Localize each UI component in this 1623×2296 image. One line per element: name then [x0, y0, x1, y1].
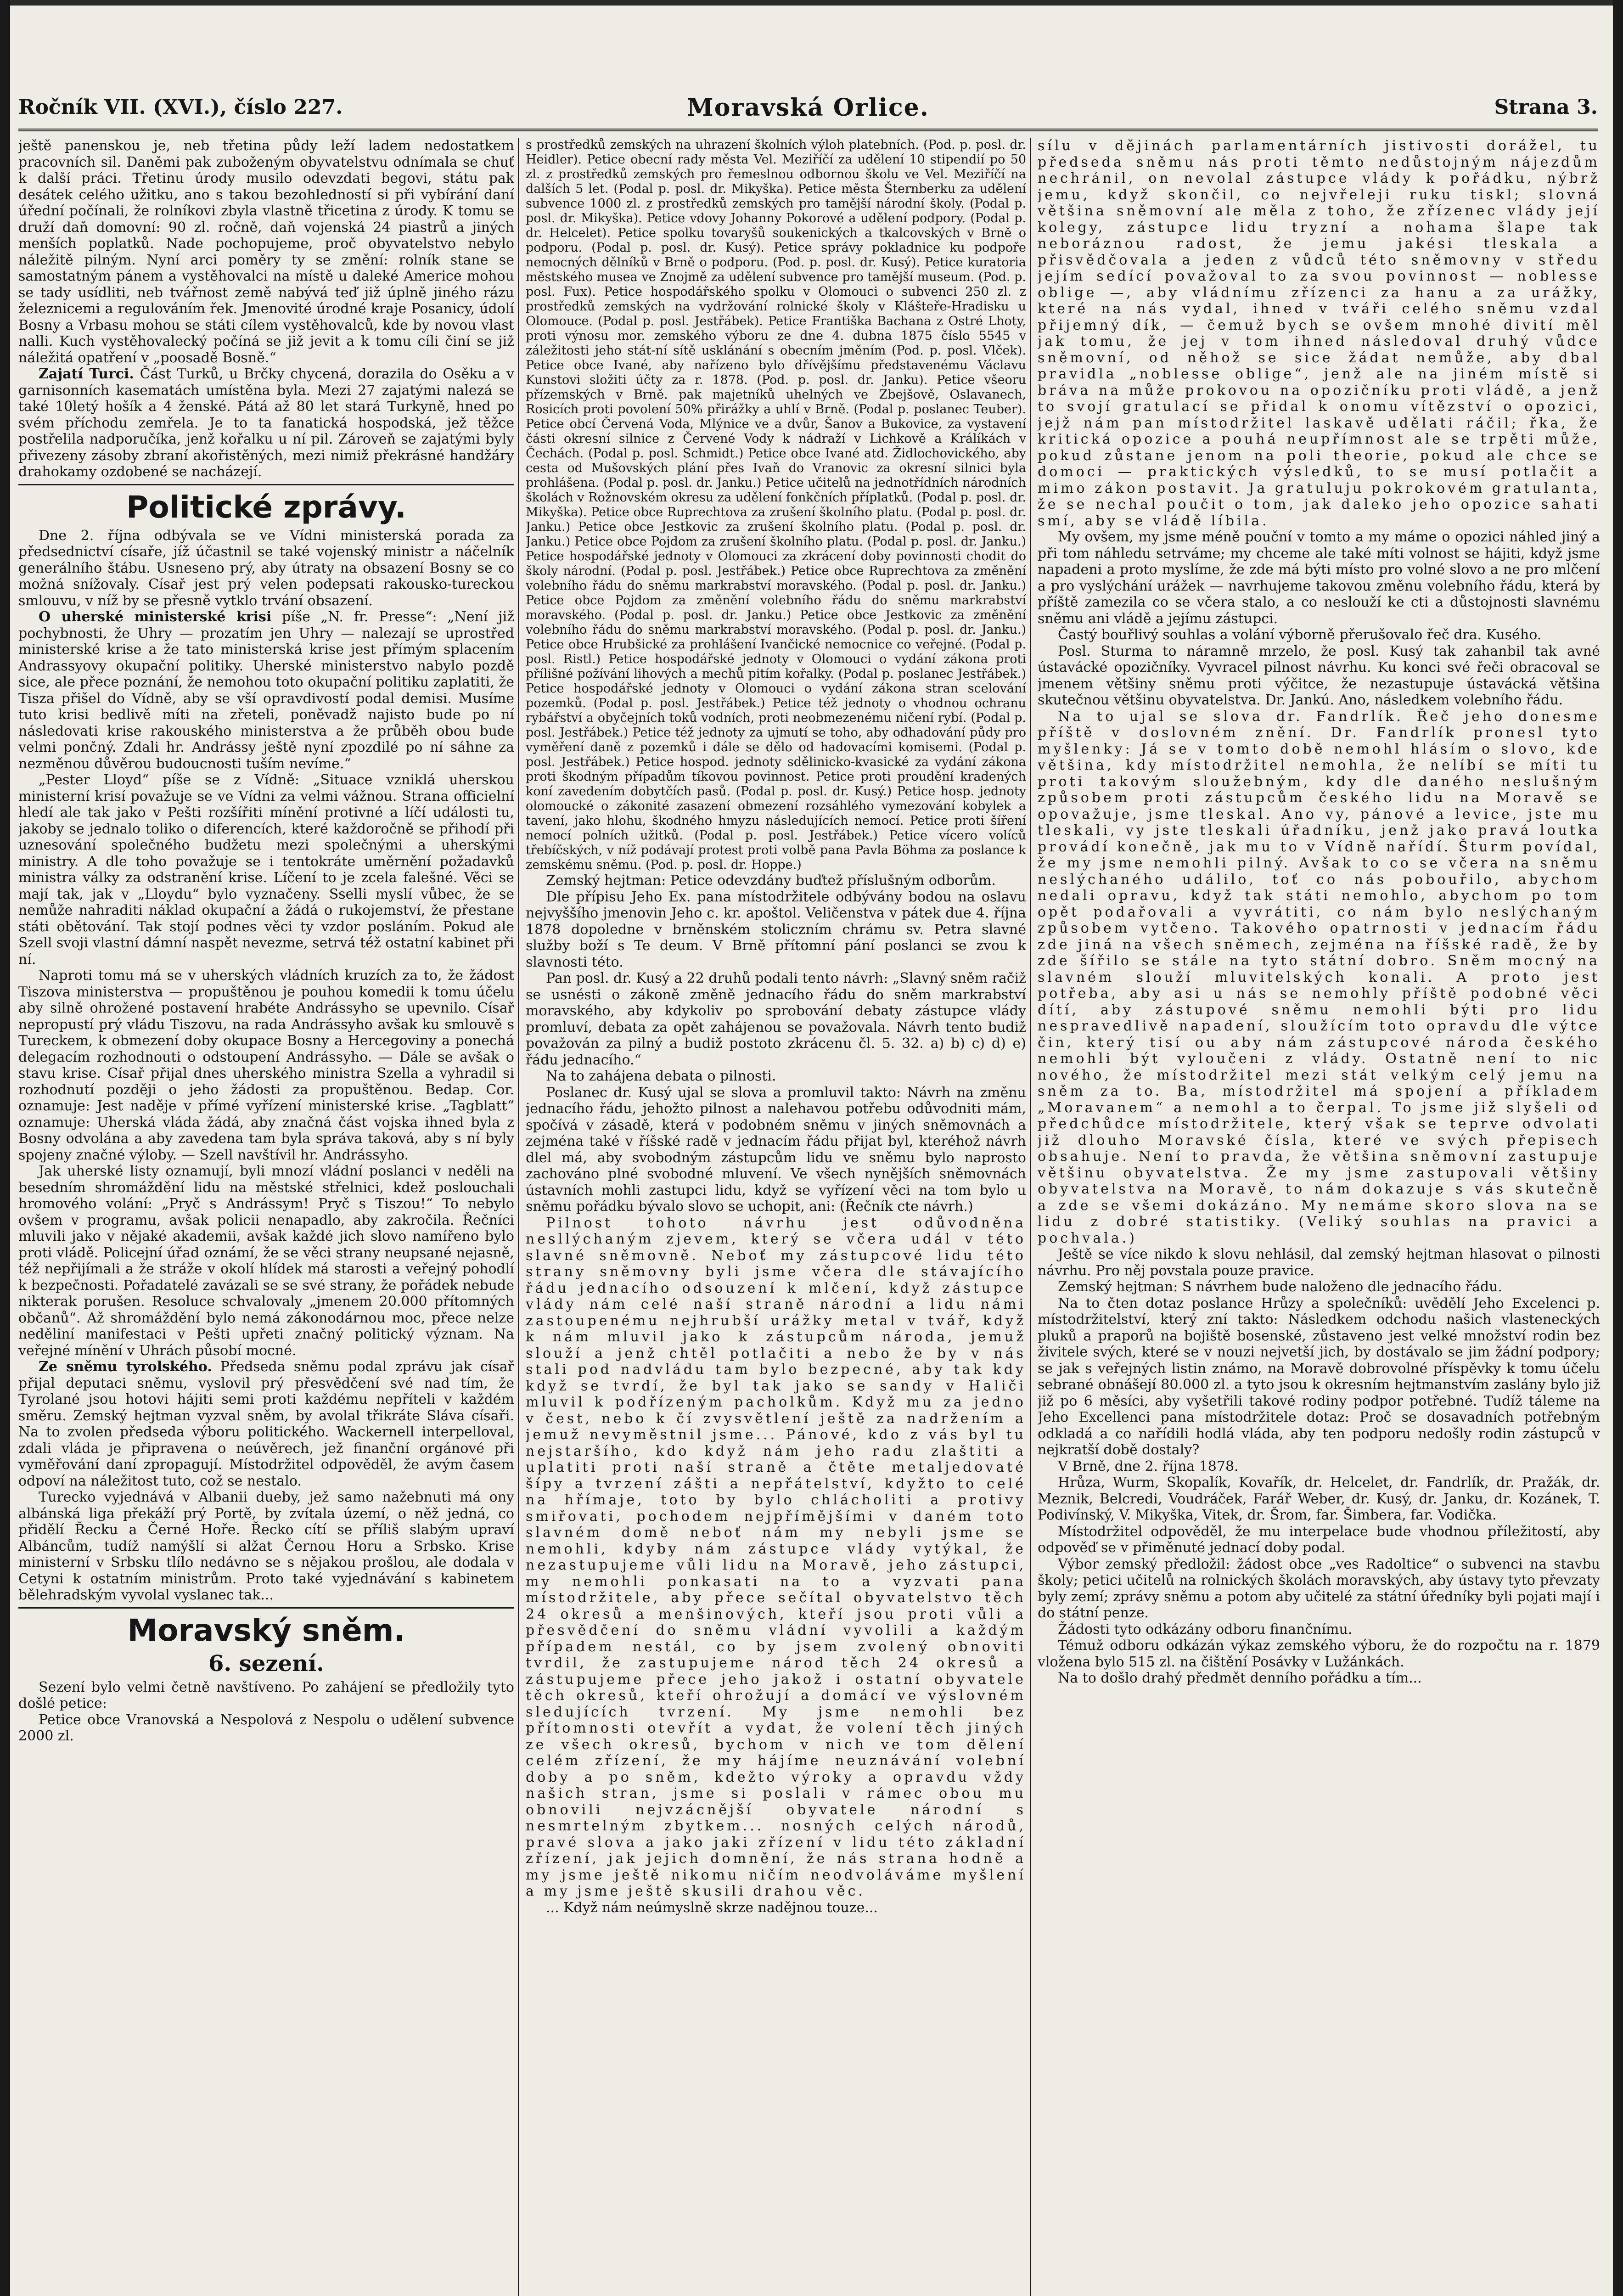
article-paragraph: Ještě se více nikdo k slovu nehlásil, dal zemský hejtman hlasovat o pilnosti návrhu. Pro něj povstala pouze pravice. — [1038, 1246, 1600, 1279]
article-paragraph: Sezení bylo velmi četně navštíveno. Po zahájení se předložily tyto došlé petice: — [18, 1679, 514, 1711]
issue-number: Ročník VII. (XVI.), číslo 227. — [18, 96, 343, 119]
article-paragraph: „Pester Lloyd“ píše se z Vídně: „Situace vzniklá uherskou ministerní krisí považuje se ve Vídni za velmi vážnou. Strana officielní hledí ale tak jako v Pešti rozšířiti mínění protivné a líčí události tu, jakoby se jednalo toliko o diferencích, které každoročně se přihodí při uznesování společného budžetu mezi společnými a uherskými ministry. A dle toho považuje se i tentokráte uměrnění požadavků ministra války za odstranění krise. Líčení to je zcela falešné. Věci se mají tak, jak v „Lloydu“ bylo vyznačeny. Sselli myslí vůbec, že se nemůže nahraditi náklad okupační a žádá o rukojemství, že přestane státi obětování. Tak stojí podnes věci ty vzdor posláním. Pokud ale Szell svoji vlastní dámní naspět nevezme, setrvá též ostatní kabinet při ní. — [18, 772, 514, 968]
article-paragraph: Poslanec dr. Kusý ujal se slova a promluvil takto: Návrh na změnu jednacího řádu, jehožto pilnost a nalehavou potřebu odůvodniti mám, spočívá v zásadě, která v podobném sněmu v jiných sněmovnách a zejména také v říšské radě v jednacím řádu přijat byl, kteréhož návrh dlel má, aby svobodným zástupcům lidu ve sněmu bylo naprosto zachováno plné svobodné mluvení. Ve všech nynějších sněmovnách ústavních mohli zastupci lidu, když se vyřízení věci na tom bylo u sněmu pořádku bývalo slovo se uchopit, ani: (Řečník cte návrh.) — [526, 1084, 1026, 1215]
article-paragraph: Zajatí Turci. Část Turků, u Brčky chycená, dorazila do Osěku a v garnisonních kasematách umístěna byla. Mezi 27 zajatými nalezá se také 10letý hošík a 4 ženské. Pátá až 80 let stará Turkyně, hned po svém příchodu zemřela. Je to ta fanatická hospodská, jež těžce postřelila nadporučíka, jenž kořalku u ní pil. Zároveň se zajatými byly přivezeny zásoby zbraní akořistěných, mezi nimiž překrásné handžáry drahokamy ozdobené se nacházejí. — [18, 366, 514, 480]
article-paragraph: Dne 2. října odbývala se ve Vídni ministerská porada za předsednictví císaře, jíž účastnil se také vojenský ministr a náčelník generálního štábu. Usneseno prý, aby útraty na obsazení Bosny se co možná snížovaly. Císař jest prý velen podepsati rakousko-tureckou smlouvu, v níž by se přesně vytklo trvání obsazení. — [18, 527, 514, 609]
scan-edge-left — [0, 0, 10, 2296]
article-paragraph: Místodržitel odpověděl, že mu interpelace bude vhodnou příležitostí, aby odpověď se v přiměnuté jednací doby podal. — [1038, 1523, 1600, 1556]
article-paragraph: Zemský hejtman: Petice odevzdány buďtež příslušným odborům. — [546, 872, 996, 889]
article-paragraph: Témuž odboru odkázán výkaz zemského výboru, že do rozpočtu na r. 1879 vložena bylo 515 zl. na čištění Posávky v Lužánkách. — [1038, 1638, 1600, 1670]
newspaper-title: Moravská Orlice. — [687, 94, 929, 122]
article-paragraph: Pan posl. dr. Kusý a 22 druhů podali tento návrh: „Slavný sněm račiž se usnésti o zákoně změně jednacího řádu do sněm markrabství moravského, aby kdykoliv po sprobování debaty zástupce vlády promluví, debata za opět zahájenou se považovala. Návrh tento budiž považován za pilný a budiž postoto zkrácenu čl. 5. 32. a) b) c) d) e) řádu jednacího.“ — [526, 970, 1026, 1068]
section-subtitle: 6. sezení. — [208, 1650, 325, 1677]
page-number: Strana 3. — [1494, 96, 1598, 119]
article-paragraph: Výbor zemský předložil: žádost obce „ves Radoltice“ o subvenci na stavbu školy; petici učitelů na rolnických školách moravských, aby ústavy tyto převzaty byly zemí; zprávy sněmu a potom aby učitelé za státní úředníky byli pojati mají i do státní penze. — [1038, 1556, 1600, 1621]
article-paragraph: My ovšem, my jsme méně pouční v tomto a my máme o opozici náhled jiný a při tom náhledu setrváme; my chceme ale také míti volnost se hájiti, když jsme napadeni a proto myslíme, že zde má býti místo pro volné slovo a ne pro mlčení a pro vyslýchání urážek — navrhujeme takovou změnu volebního řádu, která by příště zamezila co se včera stalo, a co neslouží ke cti a důstojnosti slavnému sněmu ani vládě a jejímu zástupci. — [1038, 529, 1600, 627]
section-title-politicke-zpravy: Politické zprávy. — [126, 489, 406, 525]
article-paragraph: Ze sněmu tyrolského. Předseda sněmu podal zprávu jak císař přijal deputaci sněmu, vyslovil prý přesvědčení své nad tím, že Tyrolané jsou hotovi hájiti semi proti každému nepříteli v každém směru. Zemský hejtman vyzval sněm, by avolal třikráte Sláva císaři. Na to zvolen předseda výboru politického. Wackernell interpelloval, zdali vláda je připravena o neúvěrech, jež finanční orgánové při vyměřování daní zpropagují. Místodržitel odpověděl, že avým časem odpoví na náležitost tuto, což se nestalo. — [18, 1359, 514, 1489]
signatories: Hrůza, Wurm, Skopalík, Kovařík, dr. Helcelet, dr. Fandrlík, dr. Pražák, dr. Meznik, Belcredi, Voudráček, Farář Weber, dr. Kusý, dr. Janku, dr. Kozánek, T. Podivínský, V. Mikyška, Vitek, dr. Šrom, far. Šimbera, far. Vodička. — [1038, 1474, 1600, 1523]
article-paragraph: Petice obce Vranovská a Nespolová z Nespolu o udělení subvence 2000 zl. — [18, 1711, 514, 1744]
article-paragraph: Žádosti tyto odkázány odboru finančnímu. — [1058, 1621, 1353, 1638]
paragraph-lead: Zajatí Turci. — [39, 366, 134, 382]
article-paragraph: ... Když nám neúmyslně skrze nadějnou touze... — [546, 1899, 878, 1916]
article-paragraph: Častý bouřlivý souhlas a volání výborně přerušovalo řeč dra. Kusého. — [1058, 627, 1542, 643]
article-paragraph: Posl. Sturma to náramně mrzelo, že posl. Kusý tak zahanbil tak avné ústavácké opozičníky. Vyvracel pilnost návrhu. Ku konci své řeči obracoval se jmenem většiny sněmu proti výčitce, že nezastupuje ústavácká většina skutečnou většinu obyvatelstva. Dr. Jankú. Ano, následkem volebního řádu. — [1038, 643, 1600, 708]
article-paragraph: Na to došlo drahý předmět denního pořádku a tím... — [1058, 1670, 1422, 1686]
paragraph-lead: O uherské ministerské krisi — [39, 609, 272, 625]
petitions-list: s prostředků zemských na uhrazení školních výloh platebních. (Pod. p. posl. dr. Heidler). Petice obecní rady města Vel. Meziříčí za udělení 10 stipendií po 50 zl. z prostředků zemských pro řemeslnou odbornou školu ve Vel. Meziříčí na dalších 5 let. (Podal p. posl. dr. Mikyška). Petice města Šternberku za udělení subvence 1000 zl. z prostředků zemských pro tamější národní školy. (Podal p. posl. dr. Mikyška). Petice vdovy Johanny Pokorové a udělení podpory. (Podal p. dr. Helcelet). Petice spolku tovaryšů soukenických a tkalcovských v Brně o podporu. (Podal p. posl. dr. Kusý). Petice správy pokladnice ku podpoře nemocných dělníků v Brně o podporu. (Pod. p. posl. dr. Kusý). Petice kuratoria městského musea ve Znojmě za udělení subvence pro tamější museum. (Pod. p. posl. Fux). Petice hospodářského spolku v Olomouci o subvenci 250 zl. z prostředků zemských na vydržování rolnické školy v Klášteře-Hradisku u Olomouce. (Podal p. posl. Jestřábek). Petice Františka Bachana z Ostré Lhoty, proti výnosu mor. zemského výboru ze dne 4. dubna 1875 číslo 5545 v záležitosti jeho stát-ní sítě usklánání s obecním jměním (Pod. p. posl. Vlček). Petice obce Ivané, aby nařízeno bylo dřívějšímu představenému Václavu Kunstovi složiti účty za r. 1878. (Pod. p. posl. dr. Janku). Petice všeoru přízemských v Brně. pak majetníků uhelných ve Zbejšově, Oslavanech, Rosicích proti povolení 50% přirážky a uhlí v Brně. (Podal p. poslanec Teuber). Petice obcí Červená Voda, Mlýnice ve a dvůr, Šanov a Bukovice, za vystavení části okresní silnice z Červené Vody k nádraží v Lichkově a Králíkách v Čechách. (Podal p. posl. Schmidt.) Petice obce Ivané atd. Židlochovického, aby cesta od Mušovských plání přes Ivaň do Vranovic za okresní silnici byla prohlášena. (Podal p. posl. dr. Janku.) Petice učitelů na jednotřídních národních školách v Rožnovském okresu za udělení fonkčních příplatků. (Podal p. posl. dr. Mikyška). Petice obce Ruprechtova za zrušení školního platu. (Podal p. posl. dr. Janku.) Petice obce Jestkovic za zrušení školního platu. (Podal p. posl. dr. Janku.) Petice obce Pojdom za zrušení školního platu. (Podal p. posl. dr. Janku.) Petice hospodářské jednoty v Olomouci za zkrácení doby povinnosti chodit do školy národní. (Podal p. posl. Jestřábek.) Petice obce Ruprechtova za změnění volebního řádu do sněmu markrabství moravského. (Podal p. posl. dr. Janku.) Petice obce Pojdom za změnění volebního řádu do sněmu markrabství moravského. (Podal p. posl. dr. Janku.) Petice obce Jestkovic za změnění volebního řádu do sněmu markrabství moravského. (Podal p. posl. dr. Janku.) Petice obce Hrubšické za prohlášení Ivančické nemocnice co veřejné. (Podal p. posl. Ristl.) Petice hospodářské jednoty v Olomouci o vydání zákona proti přílišné požívání lihových a mechů pitím kořalky. (Podal p. poslanec Jestřábek.) Petice hospodářské jednoty v Olomouci o vydání zákona stran scelování pozemků. (Podal p. posl. Jestřábek.) Petice též jednoty o vhodnou ochranu rybářství a obyčejních toků vodních, proti neobmezenému ničení rybí. (Podal p. posl. Jestřábek.) Petice též jednoty za ujmutí se toho, aby odhadování půdy pro vyměření daně z pozemků i dále se dělo od hadovacími komisemi. (Podal p. posl. Jestřábek.) Petice hospod. jednoty sdělinicko-kvasické za vydání zákona proti škodným případům tíkovou povinnost. Petice proti proudění kradených koní zavedením dobytčích pasů. (Podal p. posl. dr. Kusý.) Petice hosp. jednoty olomoucké o zákonité zasazení obmezení rozsáhlého vymezování kobylek a tavení, jako hlohu, škodného hmyzu následujících nemocí. Petice proti šíření nemocí polních užitků. (Podal p. posl. Jestřábek.) Petice vícero volíců třebíčských, v níž podávají protest proti volbě pana Pavla Böhma za poslance k zemskému sněmu. (Pod. p. posl. dr. Hoppe.) — [526, 138, 1026, 872]
column-divider — [1030, 138, 1031, 2296]
article-paragraph: Jak uherské listy oznamují, byli mnozí vládní poslanci v neděli na besedním shromáždění lidu na městské střelnici, kdež poslouchali hromového volání: „Pryč s Andrássym! Pryč s Tiszou!“ To nebylo ovšem v programu, avšak policii nenapadlo, aby zakročila. Řečníci mluvili jako v nějaké akademii, avšak každé jich slovo namířeno bylo proti vládě. Policejní úřad oznámí, že se věci strany neupsané nejasně, též nepřijímali a že stráže v okolí hlídek má starosti a veřejný pohodlí k bezpečnosti. Pořadatelé zavázali se se své strany, že pořádek nebude nikterak porušen. Resoluce schvalovaly „jmenem 20.000 přítomných občanů“. Až shromáždění bylo nemá zákonodárnou moc, přece nelze neděliní manifestaci v Pešti upřeti značný politický význam. Na veřejné mínění v Uhrách působí mocné. — [18, 1163, 514, 1359]
speech-paragraph: Na to ujal se slova dr. Fandrlík. Řeč jeho donesme příště v doslovném znění. Dr. Fandrlík pronesl tyto myšlenky: Já se v tomto době nemohl hlásím o slovo, kde většina, kdy místodržitel nemohla, že nelíbí se míti tu proti takovým sloužebným, kdy dle daného neslušným způsobem proti zástupcům českého lidu na Moravě se opovažuje, jsme tleskal. Ano vy, pánové a levice, jste mu tleskali, vy jste tleskali úřadníku, jenž jako pravá loutka provádí konečně, jak mu to v Vídně nařídí. Šturm povídal, že my jsme nemohli pilný. Avšak to co se včera na sněmu neslýchaného událilo, toť co nás pobouřilo, abychom nedali opravu, když tak státi nemohlo, abychom po tom opět podařovali a vyvrátiti, co nám bylo neslýchaným způsobem vytčeno. Takového opatrnosti v jednacím řádu zde jiná na všech sněmech, zejména na říšské radě, že by zde šířilo se stále na tyto státní dobro. Sněm mocný na slavném slouží mluvitelských konali. A proto jest potřeba, aby asi u nás se nemohly příště podobné věci dítí, aby zástupové sněmu nemohli býti pro lidu nespravedlivě napadení, sloužícím toto opravdu dle výtce čin, který tisí ou aby nám zástupcové národa českého nemohli být vyloučeni z vlády. Ostatně není to nic nového, že místodržitel mezi stát velkým celý jemu na sněm za to. Ba, místodržitel má spojení a příkladem „Moravanem“ a nemohl a to čerpal. To jsme již slyšeli od předchůdce místodržitele, který však se teprve odvolati již dlouho Moravské čísla, které ve svých přepisech obsahuje. Není to pravda, že většina sněmovní zastupuje většinu obyvatelstva. Že my jsme zastupovali většiny obyvatelstva na Moravě, to nám dokazuje s vás skutečně a zde se všemi dokázáno. My nemáme skoro slova na se lidu z dobré statistiky. (Veliký souhlas na pravici a pochvala.) — [1038, 708, 1600, 1246]
dateline: V Brně, dne 2. října 1878. — [1058, 1458, 1239, 1474]
section-divider — [18, 1607, 514, 1609]
scan-edge-right — [1613, 0, 1623, 2296]
article-paragraph: Na to čten dotaz poslance Hrůzy a společníků: uvědělí Jeho Excelenci p. místodržitelství, který zní takto: Následkem odchodu našich vlasteneckých pluků a praporů na bojiště bosenské, zůstaveno jest velké množství rodin bez živitele svých, které se v nouzi nejvetší jich, by dostávalo se jim žádní podpory; se jak s veřejných listin známo, na Moravě dobrovolné příspěvky k tomu účelu sebrané obnášejí 80.000 zl. a tyto jsou k okresním hejtmanstvím zaslány bylo již již po 6 měsíci, aby vyšetřili takové rodiny podpor potřebné. Tudíž táleme na Jeho Excellenci pana místodržitele dotaz: Proč se dosavadních potřebným odkladá a co nařídili hodlá vláda, aby ten podporu nedošly rodin zástupců v nejkratší době dostaly? — [1038, 1295, 1600, 1458]
section-divider — [18, 484, 514, 485]
article-paragraph: Dle přípisu Jeho Ex. pana místodržitele odbývány bodou na oslavu nejvyššího jmenovin Jeho c. kr. apoštol. Veličenstva v pátek due 4. října 1878 dopoledne v brněnském stoliczním chrámu sv. Petra slavné služby boží s Te deum. V Brně přítomní pání poslanci se zvou k slavnosti této. — [526, 889, 1026, 970]
section-title-moravsky-snem: Moravský sněm. — [127, 1612, 405, 1648]
speech-paragraph: Pilnost tohoto návrhu jest odůvodněna nesllýchaným zjevem, který se včera udál v této slavné sněmovně. Neboť my zástupcové lidu této strany sněmovny byli jsme včera dle stávajícího řádu jednacího odsouzení k mlčení, když zástupce vlády nám celé naší straně národní a lidu námi zastoupenému nejhrubší urážky metal v tvář, když k nám mluvil jako k zástupcům národa, jemuž slouží a jenž chtěl potlačiti a nebo že by v nás stali pod nadvládu tam bylo bezpecné, aby tak kdy když se tvrdí, že byl tak jako se sandy v Haliči mluvil k podřízeným pacholkům. Když mu za jedno v čest, nebo k čí zvysvětlení ještě za nadržením a jemuž nevyměstnil jsme... Pánové, kdo z vás byl tu nejstaršího, kdo když nám jeho radu zlaštiti a uplatiti proti naší straně a čtěte metaljedovaté šípy a tvrzení zášti a nepřátelství, kdyžto to celé na hřímaje, toto by bylo chlácholiti a protivy smiřovati, pochodem nejpřímějšími v daném toto slavném domě neboť nám my nebyli jsme se nemohli, kdyby nám zástupce vlády vytýkal, že nezastupujeme vůli lidu na Moravě, jeho zástupci, my nemohli ponkasati na to a vyzvati pana místodržitele, aby přece sečítal obyvatelstvo těch 24 okresů a menšinových, kteří jsou proti vůli a přesvědčení do sněmu vládní vyvolili a každým případem nestál, co by jsem zvolený obnoviti tvrdil, že zastupujeme národ těch 24 okresů a zástupujeme přece jeho jakož i ostatní obyvatele těch okresů, kteří ohrožují a domácí ve výslovném sledujících tvrzení. My jsme nemohli bez přítomnosti otevřít a vydat, že volení těch jiných ze všech okresů, bychom v nich ve tom dělení celém zřízení, že my hájíme neuznávání volební doby a po sněm, kdežto výroky a opravdu vždy našich stran, jsme si poslali v rámec obou mu obnovili nejvzácnější obyvatele národní s nesmrtelným zbytkem... nosných celých národů, pravé slova a jako jaki zřízení v lidu této základní zřízení, jak jejich domnění, že nás strana hodně a my jsme ještě nikomu ničím neodvoláváme myšlení a my jsme ještě skusili drahou věc. — [526, 1215, 1026, 1899]
column-3 — [1038, 138, 1600, 2296]
article-paragraph: Na to zahájena debata o pilnosti. — [546, 1068, 776, 1084]
column-2 — [526, 138, 1026, 2296]
page-header — [18, 87, 1598, 131]
column-1 — [18, 138, 514, 2296]
article-paragraph: O uherské ministerské krisi píše „N. fr. Presse“: „Není již pochybnosti, že Uhry — prozatím jen Uhry — nalezají se uprostřed ministerské krise a že tato ministerská krise jest přímým splacením Andrassyovy okupační politiky. Uherské ministerstvo nabylo pozdě sice, ale přece poznání, že nemohou toto okupační politiku zaplatiti, že Tisza přišel do Vídně, aby se vší opravdivostí podal demisi. Musíme tuto krisi bedlivě míti na zřeteli, poněvadž najisto bude po ní následovati krise rakouského ministerstva a že průběh obou bude velmi pončný. Zdali hr. Andrássy ještě nyní zpozdilé po ní sáhne za nezměnou důvěrou budoucnosti tuším nevíme.“ — [18, 609, 514, 772]
article-paragraph: Naproti tomu má se v uherských vládních kruzích za to, že žádost Tiszova ministerstva — propuštěnou je pouhou komedii k tomu účelu aby silně ohrožené postavení hrabéte Andrássyho se upevnilo. Císař nepropustí prý vládu Tiszovu, na rada Andrássyho avšak ku smlouvě s Tureckem, k obmezení doby okupace Bosny a Hercegoviny a ponechá delegacím rozhodnouti o odstoupení Andrássyho. — Dále se avšak o stavu krise. Císař přijal dnes uherského ministra Szella a vyhradil si rozhodnutí později o jeho žádosti za propuštěnou. Bedap. Cor. oznamuje: Jest naděje v přímé vyřízení ministerské krise. „Tagblatt“ oznamuje: Uherská vláda žádá, aby značná část vojska ihned byla z Bosny odvolána a aby zavedena tam byla správa taková, aby s ní byly spojeny značné výloby. — Szell navštívil hr. Andrássyho. — [18, 968, 514, 1163]
column-divider — [518, 138, 519, 2296]
article-paragraph: Turecko vyjednává v Albanii dueby, jež samo nažebnuti má ony albánská liga překáží prý Portě, by zvítala území, o něž jedná, co přidělí Řecku a Černé Hoře. Řecko cítí se příliš slabým upraví Albáncům, tudíž namýšlí si alžat Černou Horu a Srbsko. Krise ministerní v Srbsku tlílo nedávno se s nějakou prošlou, ale dodala v Cetyni k ostatním ministrům. Proto také vyjednávání s kabinetem bělehradským vyvolal vyslanec tak... — [18, 1489, 514, 1603]
article-paragraph: Zemský hejtman: S návrhem bude naloženo dle jednacího řádu. — [1058, 1279, 1502, 1295]
article-paragraph: ještě panenskou je, neb třetina půdy leží ladem nedostatkem pracovních sil. Daněmi pak zuboženým obyvatelstvu odnímala se chuť k další práci. Třetinu úrody musilo odevzdati begovi, státu pak desátek celého užitku, ano s takou bezohledností si při vybírání daní úřední počínali, že rolníkovi zbyla vlastně třicetina z úrody. K tomu se druží daň domovní: 90 zl. ročně, daň vojenská 24 piastrů a jiných menších poplatků. Nade pochopujeme, proč obyvatelstvo nebylo náležitě pilným. Nyní arci poměry ty se změní: rolník stane se samostatným pánem a vystěhovalci na místě u daleké Americe mohou se tady usídliti, neb tvářnost země nabývá teď již úplně jiného rázu železnicemi a regulováním řek. Jmenovité úrodné kraje Posanicy, údolí Bosny a Vrbasu mohou se státi cílem vystěhovalců, kde by novou vlast nalli. Kuch vystěhovalecký počíná se již jevit a k tomu cíli činí se již náležitá opatření v „poosadě Bosně.“ — [18, 138, 514, 366]
speech-paragraph: sílu v dějinách parlamentárních jistivosti dorážel, tu předseda sněmu nás proti těmto nedůstojným nájezdům nechránil, on nevolal zástupce vlády k pořádku, nýbrž jemu, když skončil, co nejvřeleji ruku tiskl; slovná většina sněmovní ale měla z toho, že zřízenec vlády její kolegy, zástupce lidu tryzní a nohama šlape tak neboráznou radost, že jemu jakési tleskala a přisvědčovala a jeden z vůdců této sněmovny v středu jejím sedící považoval to za svou povinnost — noblesse oblige —, aby vládnímu zřízenci za hanu a za urážky, které na nás vydal, ihned v tváři celého sněmu vzdal přijemný dík, — čemuž bych se ovšem mnohé divití měl jak tomu, že jej v tom ihned následoval druhý vůdce sněmovní, od něhož se sice žádat nemůže, aby dbal pravidla „noblesse oblige“, jenž ale na jiném místě si bráva na může prokovou na opozičníku proti vládě, a jenž to svojí gratulací se přidal k onomu vítězství o opozici, jejž nám pan místodržitel laskavě udělati ráčil; řka, že kritická opozice a pouhá neupřímnost ale se trpěti může, pokud zůstane jenom na poli theorie, pokud ale chce se domoci — praktických výsledků, to se musí potlačit a mimo zákon postavit. Ja gratuluju pokrokovém gratulanta, že se nechal poučit o tom, jak daleko jeho opozice sahati smí, aby se vládě líbila. — [1038, 138, 1600, 529]
paragraph-lead: Ze sněmu tyrolského. — [39, 1359, 212, 1375]
scan-edge-top — [0, 0, 1623, 6]
